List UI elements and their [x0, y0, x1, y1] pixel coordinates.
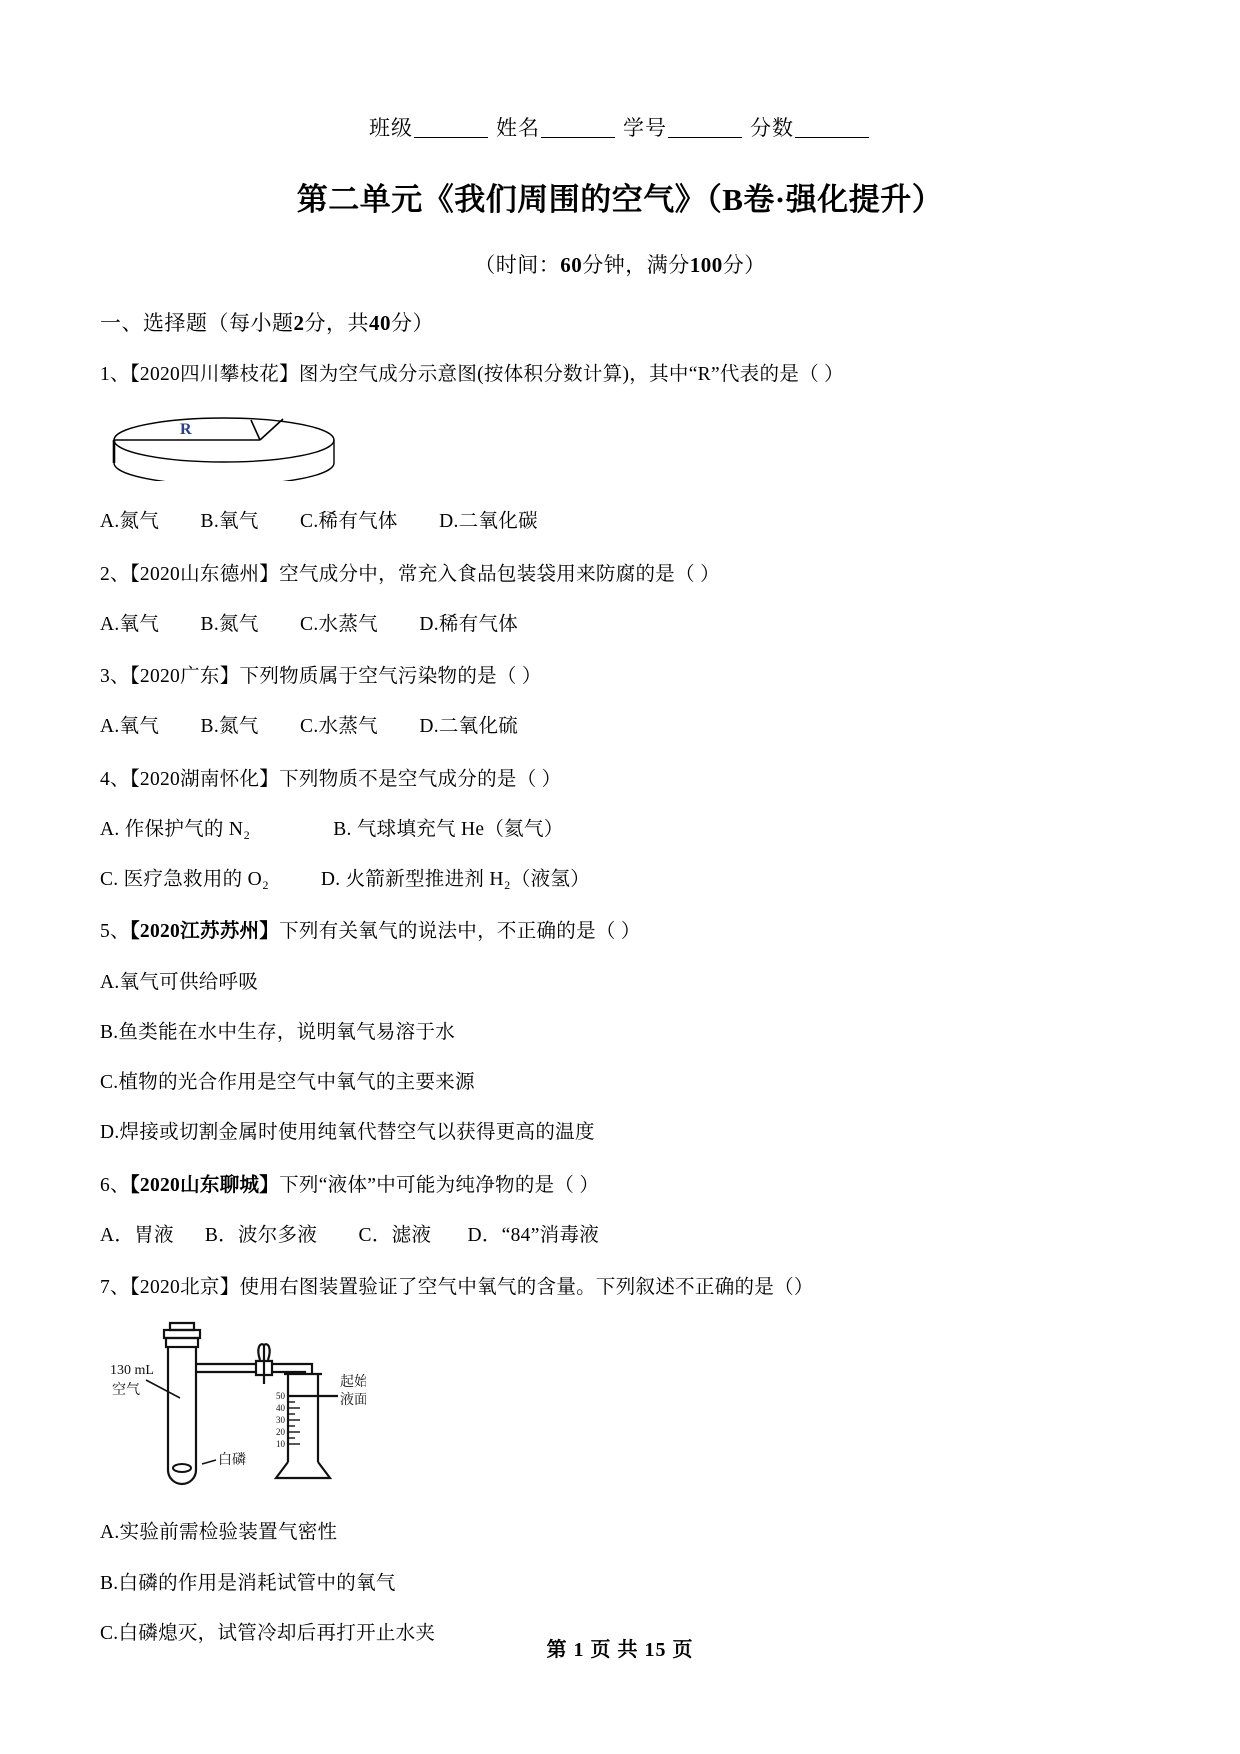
question-6-options: A．胃液 B．波尔多液 C．滤液 D．“84”消毒液	[100, 1224, 600, 1246]
label-initial-level-line1: 起始	[340, 1375, 366, 1391]
exam-meta-line	[100, 249, 1140, 279]
label-initial-level-line2: 液面	[340, 1393, 366, 1409]
question-7-option-b: B.白磷的作用是消耗试管中的氧气	[100, 1572, 396, 1594]
section-mid: 分，共	[304, 311, 369, 335]
subtitle-suffix: 分）	[722, 253, 766, 277]
page-footer: 第 1 页 共 15 页	[546, 1639, 694, 1661]
section-label: 一、选择题（每小题	[100, 311, 294, 335]
svg-text:50: 50	[276, 1391, 285, 1402]
section-suffix: 分）	[391, 311, 434, 335]
question-1-stem	[100, 360, 1140, 389]
svg-text:40: 40	[276, 1403, 285, 1414]
field-label-id: 学号	[623, 116, 667, 140]
question-3-stem	[100, 662, 1140, 691]
question-5-option-b: B.鱼类能在水中生存，说明氧气易溶于水	[100, 1021, 456, 1043]
label-air: 空气	[112, 1383, 140, 1399]
field-label-name: 姓名	[496, 116, 540, 140]
subtitle-prefix: （时间：	[474, 253, 561, 277]
subtitle-mid: 分钟，满分	[582, 253, 690, 277]
question-5-number: 5、	[100, 921, 130, 943]
question-7-option-a: A.实验前需检验装置气密性	[100, 1522, 338, 1544]
question-2-options: A.氧气 B.氮气 C.水蒸气 D.稀有气体	[100, 613, 519, 635]
svg-text:10: 10	[276, 1439, 285, 1450]
question-3-options: A.氧气 B.氮气 C.水蒸气 D.二氧化硫	[100, 716, 519, 738]
question-4-options-row-1: A. 作保护气的 N₂ B. 气球填充气 He（氦气）	[100, 818, 564, 840]
section-heading-multiple-choice	[100, 307, 1140, 337]
exam-total-score: 100	[689, 253, 723, 277]
field-label-class: 班级	[369, 116, 413, 140]
title-main: 第二单元《我们周围的空气》（	[296, 182, 723, 217]
question-5-option-c: C.植物的光合作用是空气中氧气的主要来源	[100, 1072, 475, 1093]
question-5-option-d: D.焊接或切割金属时使用纯氧代替空气以获得更高的温度	[100, 1122, 595, 1144]
question-1-text: 图为空气成分示意图(按体积分数计算)，其中“R”代表的是（ ）	[298, 364, 844, 385]
svg-text:30: 30	[276, 1415, 285, 1426]
field-blank-id[interactable]	[668, 137, 742, 138]
page-content	[100, 0, 1140, 1648]
figure-oxygen-content-apparatus	[106, 1312, 1140, 1497]
field-blank-name[interactable]	[541, 137, 615, 138]
question-7-text: 使用右图装置验证了空气中氧气的含量。下列叙述不正确的是（）	[239, 1277, 814, 1298]
field-blank-class[interactable]	[414, 137, 488, 138]
question-2-stem	[100, 560, 1140, 589]
question-7-source: 【2020北京】	[129, 1277, 240, 1298]
question-7-option-c: C.白磷熄灭，试管冷却后再打开止水夹	[100, 1622, 436, 1644]
pie-slice-label-r: R	[180, 421, 192, 439]
question-6-number: 6、	[100, 1174, 130, 1196]
question-4-text: 下列物质不是空气成分的是（ ）	[279, 768, 562, 790]
question-6-stem	[100, 1171, 1140, 1200]
question-7-number: 7、	[100, 1277, 130, 1298]
section-per-score: 2	[293, 311, 305, 335]
question-4-source: 【2020湖南怀化】	[129, 768, 280, 790]
question-3-source: 【2020广东】	[129, 666, 240, 687]
question-6-source: 【2020山东聊城】	[129, 1174, 280, 1196]
question-5-source: 【2020江苏苏州】	[129, 921, 280, 943]
student-identification-line	[100, 112, 1140, 142]
question-5-stem	[100, 917, 1140, 946]
question-2-source: 【2020山东德州】	[129, 563, 280, 585]
title-tail: 卷·强化提升）	[743, 182, 944, 217]
page-title	[100, 174, 1140, 219]
cylinder-scale-labels	[276, 1391, 286, 1449]
question-4-stem	[100, 765, 1140, 794]
label-white-phosphorus: 白磷	[218, 1453, 246, 1469]
question-3-text: 下列物质属于空气污染物的是（ ）	[239, 666, 542, 687]
question-4-number: 4、	[100, 768, 130, 790]
question-6-text: 下列“液体”中可能为纯净物的是（ ）	[279, 1174, 600, 1196]
field-label-score: 分数	[750, 116, 794, 140]
question-1-options: A.氮气 B.氧气 C.稀有气体 D.二氧化碳	[100, 511, 538, 533]
question-1-source: 【2020四川攀枝花】	[129, 364, 299, 385]
exam-duration: 60	[560, 253, 583, 277]
question-2-number: 2、	[100, 563, 130, 585]
figure-air-composition-pie-chart	[108, 403, 1140, 486]
question-5-text: 下列有关氧气的说法中，不正确的是（ ）	[279, 921, 641, 943]
apparatus-text-labels	[110, 1363, 366, 1468]
question-4-options-row-2: C. 医疗急救用的 O₂ D. 火箭新型推进剂 H₂（液氢）	[100, 869, 591, 890]
question-2-text: 空气成分中，常充入食品包装袋用来防腐的是（ ）	[279, 563, 720, 585]
question-7-stem	[100, 1273, 1140, 1302]
white-phosphorus-sample	[173, 1464, 191, 1472]
svg-text:20: 20	[276, 1427, 285, 1438]
label-air-volume: 130 mL	[110, 1363, 154, 1379]
section-total-score: 40	[369, 311, 391, 335]
question-3-number: 3、	[100, 666, 130, 687]
question-1-number: 1、	[100, 364, 130, 385]
title-volume: B	[722, 182, 744, 217]
field-blank-score[interactable]	[795, 137, 869, 138]
question-5-option-a: A.氧气可供给呼吸	[100, 971, 259, 993]
